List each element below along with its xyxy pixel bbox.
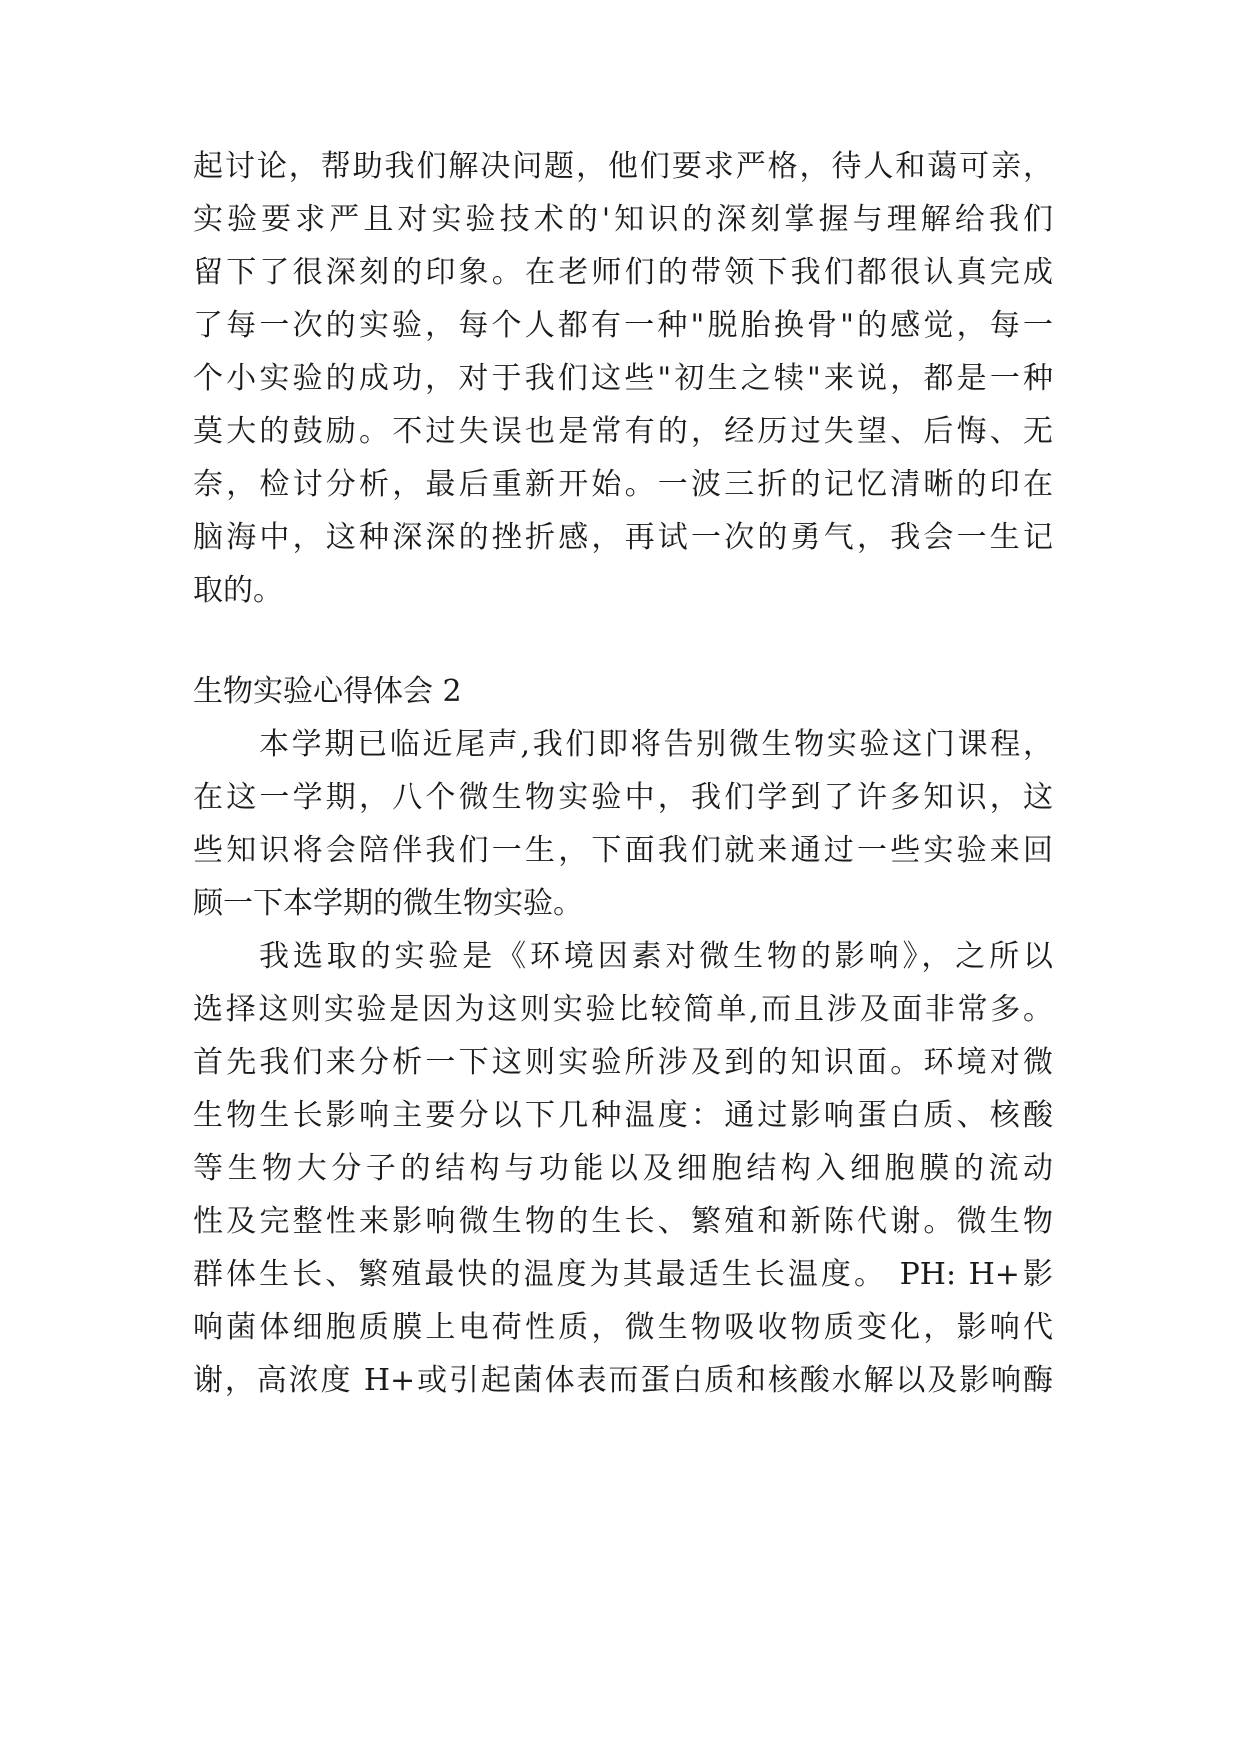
paragraph-line: 个小实验的成功，对于我们这些"初生之犊"来说，都是一种 (193, 361, 1053, 396)
paragraph-line: 群体生长、繁殖最快的温度为其最适生长温度。 PH: H+影 (193, 1257, 1053, 1292)
paragraph-line: 本学期已临近尾声,我们即将告别微生物实验这门课程， (259, 727, 1053, 762)
paragraph-line: 顾一下本学期的微生物实验。 (193, 886, 583, 921)
paragraph-line: 生物生长影响主要分以下几种温度：通过影响蛋白质、核酸 (193, 1098, 1053, 1133)
paragraph-line: 谢，高浓度 H+或引起菌体表而蛋白质和核酸水解以及影响酶 (193, 1363, 1053, 1398)
paragraph-line: 留下了很深刻的印象。在老师们的带领下我们都很认真完成 (193, 255, 1053, 290)
paragraph-line: 我选取的实验是《环境因素对微生物的影响》，之所以 (259, 939, 1053, 974)
paragraph-line: 奈，检讨分析，最后重新开始。一波三折的记忆清晰的印在 (193, 467, 1053, 502)
paragraph-line: 实验要求严且对实验技术的'知识的深刻掌握与理解给我们 (193, 202, 1053, 237)
paragraph-line: 性及完整性来影响微生物的生长、繁殖和新陈代谢。微生物 (193, 1204, 1053, 1239)
paragraph-line: 些知识将会陪伴我们一生，下面我们就来通过一些实验来回 (193, 833, 1053, 868)
paragraph-line: 等生物大分子的结构与功能以及细胞结构入细胞膜的流动 (193, 1151, 1053, 1186)
paragraph-line: 脑海中，这种深深的挫折感，再试一次的勇气，我会一生记 (193, 520, 1053, 555)
paragraph-line: 选择这则实验是因为这则实验比较简单,而且涉及面非常多。 (193, 992, 1053, 1027)
paragraph-line: 响菌体细胞质膜上电荷性质，微生物吸收物质变化，影响代 (193, 1310, 1053, 1345)
paragraph-line: 首先我们来分析一下这则实验所涉及到的知识面。环境对微 (193, 1045, 1053, 1080)
paragraph-line: 起讨论，帮助我们解决问题，他们要求严格，待人和蔼可亲， (193, 149, 1053, 184)
paragraph-line: 在这一学期，八个微生物实验中，我们学到了许多知识，这 (193, 780, 1053, 815)
paragraph-line: 莫大的鼓励。不过失误也是常有的，经历过失望、后悔、无 (193, 414, 1053, 449)
paragraph-line: 取的。 (193, 573, 283, 608)
section-heading: 生物实验心得体会 2 (193, 674, 462, 709)
paragraph-line: 了每一次的实验，每个人都有一种"脱胎换骨"的感觉，每一 (193, 308, 1053, 343)
